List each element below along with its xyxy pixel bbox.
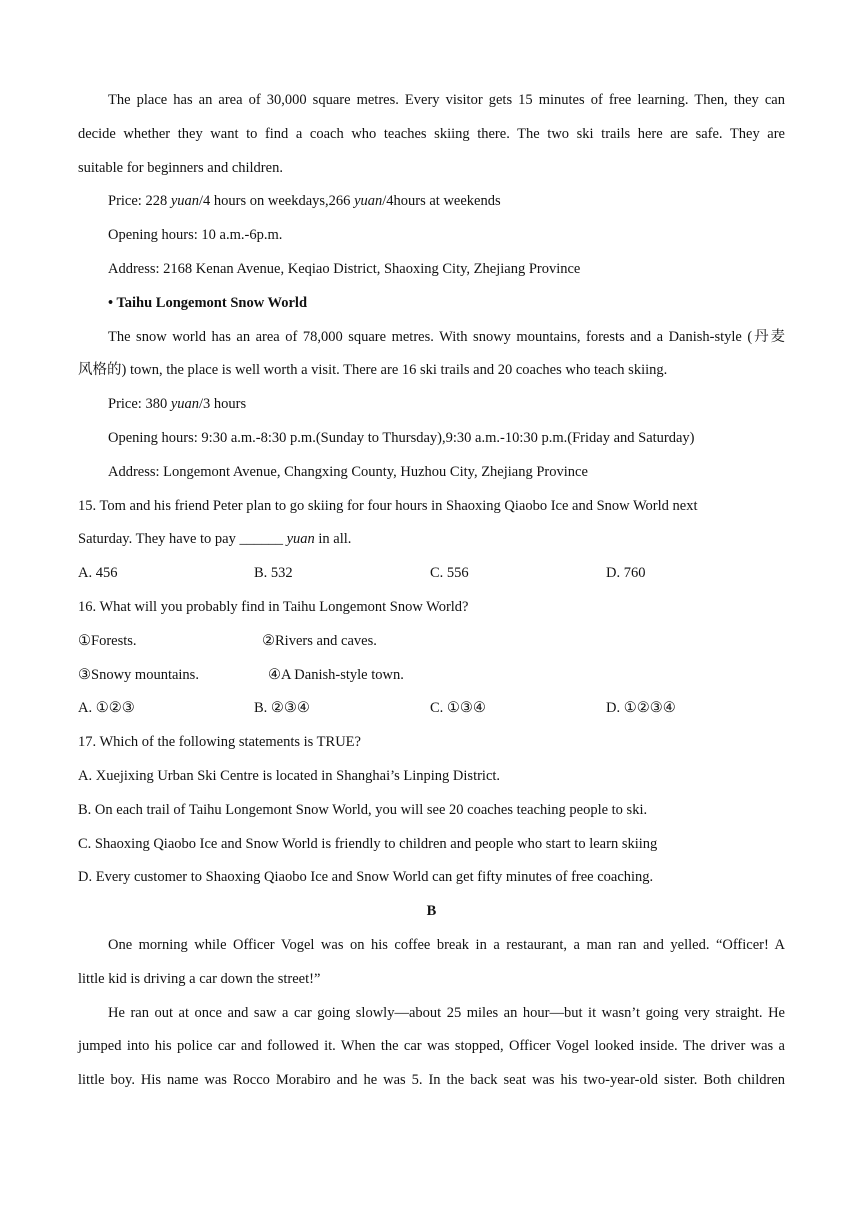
statement-2: ②Rivers and caves. — [262, 632, 377, 649]
section-heading-taihu: • Taihu Longemont Snow World — [108, 294, 308, 311]
statement-3: ③Snowy mountains. — [78, 666, 199, 683]
option-d: D. 760 — [606, 565, 646, 582]
question-17-option-d: D. Every customer to Shaoxing Qiaobo Ice and Snow World can get fifty minutes of free coaching. — [78, 869, 654, 886]
address-1: Address: 2168 Kenan Avenue, Keqiao District, Shaoxing City, Zhejiang Province — [108, 260, 581, 277]
price-line-1: Price: 228 yuan/4 hours on weekdays,266 yuan/4hours at weekends — [108, 193, 501, 210]
option-a: A. ①②③ — [78, 700, 135, 717]
passage-a-p2-line1: The snow world has an area of 78,000 square metres. With snowy mountains, forests and a Danish-style (丹麦 — [108, 328, 785, 345]
question-17-option-a: A. Xuejixing Urban Ski Centre is located in Shanghai’s Linping District. — [78, 767, 501, 784]
question-16-options — [78, 692, 785, 726]
passage-b-p2-line2: jumped into his police car and followed it. When the car was stopped, Officer Vogel looked inside. The driver was a — [78, 1038, 785, 1055]
section-heading-b: B — [426, 903, 437, 920]
question-15-options — [78, 557, 785, 591]
statement-1: ①Forests. — [78, 632, 137, 649]
question-15-line1: 15. Tom and his friend Peter plan to go skiing for four hours in Shaoxing Qiaobo Ice and Snow World next — [78, 497, 698, 514]
passage-a-p1-line3: suitable for beginners and children. — [78, 159, 283, 176]
option-b: B. 532 — [254, 565, 293, 582]
passage-b-p1-line1: One morning while Officer Vogel was on his coffee break in a restaurant, a man ran and yelled. “Officer! A — [108, 936, 785, 953]
question-17: 17. Which of the following statements is TRUE? — [78, 734, 361, 751]
question-16: 16. What will you probably find in Taihu Longemont Snow World? — [78, 598, 469, 615]
question-16-statements-2 — [78, 659, 785, 693]
option-d: D. ①②③④ — [606, 700, 676, 717]
document-page — [78, 84, 785, 1098]
passage-a-p1-line1: The place has an area of 30,000 square metres. Every visitor gets 15 minutes of free learning. Then, they can — [108, 92, 785, 108]
passage-b-p2-line1: He ran out at once and saw a car going slowly—about 25 miles an hour—but it wasn’t going very straight. He — [108, 1004, 785, 1021]
address-2: Address: Longemont Avenue, Changxing County, Huzhou City, Zhejiang Province — [108, 463, 588, 480]
statement-4: ④A Danish-style town. — [268, 666, 404, 683]
option-c: C. ①③④ — [430, 700, 486, 717]
question-15-line2: Saturday. They have to pay ______ yuan in all. — [78, 531, 352, 548]
option-c: C. 556 — [430, 565, 469, 582]
option-b: B. ②③④ — [254, 700, 310, 717]
option-a: A. 456 — [78, 565, 118, 582]
passage-b-p1-line2: little kid is driving a car down the street!” — [78, 970, 321, 987]
question-17-option-c: C. Shaoxing Qiaobo Ice and Snow World is friendly to children and people who start to learn skiing — [78, 835, 658, 852]
opening-hours-1: Opening hours: 10 a.m.-6p.m. — [108, 227, 283, 244]
passage-a-p1-line2: decide whether they want to find a coach who teaches skiing there. The two ski trails here are safe. They are — [78, 125, 785, 142]
question-17-option-b: B. On each trail of Taihu Longemont Snow World, you will see 20 coaches teaching people to ski. — [78, 801, 648, 818]
opening-hours-2: Opening hours: 9:30 a.m.-8:30 p.m.(Sunday to Thursday),9:30 a.m.-10:30 p.m.(Friday and Saturday) — [108, 429, 695, 446]
passage-b-p2-line3: little boy. His name was Rocco Morabiro and he was 5. In the back seat was his two-year-old sister. Both children — [78, 1072, 785, 1089]
price-line-2: Price: 380 yuan/3 hours — [108, 396, 247, 413]
question-16-statements-1 — [78, 625, 785, 659]
passage-a-p2-line2: 风格的) town, the place is well worth a visit. There are 16 ski trails and 20 coaches who teach skiing. — [78, 362, 668, 379]
